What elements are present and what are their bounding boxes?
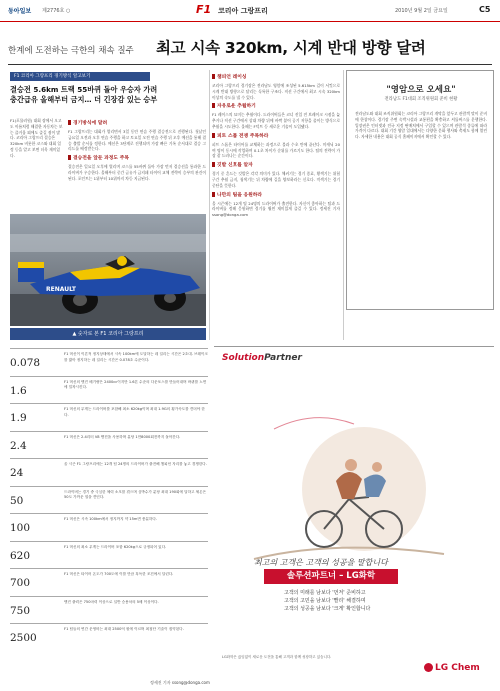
ad-fine-print: LG화학은 끊임없이 새로운 도전을 통해 고객과 함께 성장하고 있습니다.	[222, 655, 332, 659]
photo-caption: ▲ 숫자로 본 F1 코리아 그랑프리	[10, 328, 206, 340]
list-item	[10, 513, 208, 541]
section-title: 피트 스톱 전쟁 주목하라	[212, 133, 340, 140]
section-body: 결승전은 일요일 오후에 열리며 코스를 55바퀴 돌아 가장 먼저 결승선을 통과한 드라이버가 우승한다. 올해부터 중간 급유가 금지돼 타이어 교체 전략이 승부의 관건이 된다. 포인트는 1위부터 10위까지 차등 지급된다.	[68, 164, 206, 181]
list-text: 드라이버는 경기 중 극심한 체력 소모를 겪으며 심박수가 분당 최대 190회에 달하고 체온은 50도 가까운 열을 견딘다.	[64, 489, 207, 499]
list-number: 700	[10, 577, 31, 589]
list-item	[10, 348, 208, 376]
section-body: 경기 중 흔드는 깃발은 각각 의미가 있다. 체커기는 경기 종료, 황색기는 위험 구간 추월 금지, 청색기는 뒤 차량에 길을 양보하라는 신호다. 적색기는 경기 중단을 뜻한다.	[212, 171, 340, 188]
list-number: 100	[10, 522, 31, 534]
section-body: F1 그랑프리는 대회가 열리면서 3일 동안 연습 주행 결승전으로 진행된다. 첫날인 금요일 오전과 오후 연습 주행을 하고 토요일 오전 연습 주행 뒤 오후 예선을 통해 결승 출발 순서를 정한다. 예선은 3단계로 진행되며 가장 빠른 기록 순서대로 결승 그리드를 배정받는다.	[68, 129, 206, 152]
section-body: 올 시즌에는 12개 팀 24명의 드라이버가 출전한다. 자신이 좋아하는 팀과 드라이버를 정해 응원하면 경기를 훨씬 재미있게 즐길 수 있다. 정세진 기자 ssong@donga.com	[212, 200, 340, 218]
list-item	[10, 596, 208, 624]
ad-lines	[284, 589, 404, 613]
list-item	[10, 431, 208, 459]
article-label: F1 코리아 그랑프리 경기방식 알고보기	[10, 72, 150, 81]
list-text: F1 팀들의 연간 운영비는 최대 2500억 원에 이르며 최첨단 기술이 집약된다.	[64, 627, 184, 631]
paper-name: 동아일보	[8, 8, 32, 15]
list-item	[10, 623, 208, 651]
section-body: 코리아 그랑프리 경기장은 전라남도 영암에 조성된 5.615km 길이 서킷으로 시계 반대 방향으로 달리는 독특한 구조다. 직선 구간에서 최고 시속 320km 이상의 속도를 낼 수 있다.	[212, 83, 340, 100]
list-text: F1 머신이 이론적 정지상태에서 시속 100km에 도달하는 데 걸리는 시간은 2초대. 브레이크를 밟아 정지하는 데 걸리는 시간은 0.078초 수준이다.	[64, 352, 208, 362]
list-number: 1.6	[10, 384, 27, 397]
ad-line: 고객의 미래를 남보다 '먼저' 준비하고	[284, 590, 366, 596]
list-text: F1 머신은 2.4리터 V8 엔진을 사용하며 분당 1만8000회전까지 돌아간다.	[64, 434, 181, 439]
section-title: 깃발 신호를 알자	[212, 162, 340, 169]
section-body: 피트 스톱은 타이어를 교체하는 과정으로 불과 수초 만에 끝난다. 미캐닉 20여 명이 동시에 작업하며 0.1초 차이가 순위를 가르기도 한다. 팀의 전략이 가장 잘 드러나는 순간이다.	[212, 141, 340, 159]
article-intro: F1(포뮬러원) 대회 장에서 오고도 이름처럼 해결한 자동차는 보는 즐거움 외에도 즐길 점이 많다. 코리아 그랑프리 결승은 320km 비롯한 코스와 대회 일정 등을 알고 보면 더욱 재미있다.	[10, 118, 63, 158]
list-item	[10, 568, 208, 596]
section-title: 자유로운 추월하기	[212, 103, 340, 110]
list-number: 50	[10, 494, 24, 507]
section-title: 나만의 팀을 응원하라	[212, 192, 340, 199]
list-text: F1 머신의 무게는 드라이버를 포함해 최소 620kg이며 최대 1.9G의 횡가속도를 견뎌야 한다.	[64, 407, 205, 417]
list-number: 24	[10, 467, 24, 479]
f1-car-illustration	[10, 214, 206, 326]
list-number: 2500	[10, 632, 37, 644]
list-number: 1.9	[10, 412, 27, 424]
list-item	[10, 458, 208, 486]
issue-date: 2010년 9월 2일 금요일	[395, 8, 448, 14]
issue-number: 제2776호 ○	[42, 8, 71, 14]
byline: 정세진 기자 ssong@donga.com	[150, 680, 210, 685]
sidebar-title: "영암으로 오세요"	[386, 85, 456, 95]
sidebar-subtitle: 전라남도 F1대회 조직위원회 준비 현황	[384, 97, 458, 102]
list-text: F1 머신은 시속 100km에서 정지까지 약 15m면 충분하다.	[64, 517, 158, 521]
page-header	[0, 0, 500, 22]
article-subhead: 결승전 5.6km 트랙 55바퀴 돌아 우승자 가려 충간급유 올해부터 금지… 더 긴장감 있는 승부	[10, 85, 158, 104]
ad-line: 고객의 성공을 남보다 '크게' 확인합니다	[284, 606, 371, 612]
sidebar-box	[346, 70, 494, 310]
lg-logo-icon	[424, 663, 433, 672]
svg-text:RENAULT: RENAULT	[46, 286, 76, 293]
lg-chem-logo: LG Chem	[424, 663, 480, 673]
f1-car-photo	[10, 214, 206, 326]
lg-chem-advertisement	[214, 346, 494, 682]
headline	[8, 36, 426, 62]
list-number: 750	[10, 604, 31, 617]
headline-main: 최고 시속 320km, 시계 반대 방향 달려	[156, 39, 426, 57]
section-title: 경기방식에 달려	[68, 120, 206, 127]
headline-kicker: 한계에 도전하는 극한의 채속 질주	[8, 46, 134, 56]
column-divider	[209, 70, 210, 340]
page-number: C5	[479, 5, 491, 14]
headline-rule	[8, 64, 492, 65]
list-text: F1 머신의 최소 무게는 드라이버 포함 620kg으로 규정되어 있다.	[64, 544, 167, 549]
ad-product-box: 솔루션파트너 – LG화학	[264, 569, 398, 584]
list-number: 0.078	[10, 357, 41, 369]
section-title: 코리아 그랑프리	[218, 7, 268, 15]
ad-illustration	[214, 369, 494, 589]
section-title: 결승전을 앞둔 과정도 주목	[68, 155, 206, 162]
ad-brand: SolutionPartner	[222, 353, 302, 363]
section-title: 챔피언 레이싱	[212, 74, 340, 81]
list-text: 올 시즌 F1 그랑프리에는 12개 팀 24명의 드라이버가 출전해 챔피언 자리를 놓고 경쟁한다.	[64, 462, 207, 466]
column-divider	[343, 70, 344, 340]
list-item	[10, 541, 208, 569]
list-text: 엔진 출력은 750마력 이상으로 일반 승용차의 5배 이상이다.	[64, 599, 159, 604]
section-body: F1 레이스의 묘미는 추월이다. 드라이버들은 코너 진입 전 브레이크 시점을 늦추거나 직선 구간에서 상대 차량 뒤에 바짝 붙어 공기 저항을 줄이는 방식으로 추월을 시도한다. 올해는 F덕트 등 새로운 기술이 도입됐다.	[212, 112, 340, 129]
sidebar-body: 전라남도와 대회 조직위원회는 코리아 그랑프리 개막을 앞두고 관람객 맞이 준비에 한창이다. 경기장 주변 숙박시설과 교통편을 확충하고 셔틀버스를 운행한다. 입장권은 인터넷과 전국 지정 판매처에서 구입할 수 있으며 관람석 종류에 따라 가격이 다르다. 대회 기간 영암 일대에서는 다양한 문화 행사와 축제도 함께 열린다. 자세한 내용은 대회 공식 홈페이지에서 확인할 수 있다.	[355, 111, 487, 140]
ad-line: 고객의 고민을 남보다 '빨리' 해결하며	[284, 598, 366, 604]
list-item	[10, 486, 208, 514]
ad-tagline: 최고의 고객은 고객의 성공을 말합니다	[254, 558, 388, 567]
list-item	[10, 376, 208, 404]
numbers-list	[10, 348, 208, 651]
list-item	[10, 403, 208, 431]
list-number: 620	[10, 549, 31, 562]
list-number: 2.4	[10, 439, 27, 452]
section-letter: F1	[196, 3, 212, 16]
list-text: F1 머신은 타이어 온도가 700도에 이를 만큼 혹독한 조건에서 달린다.	[64, 572, 174, 576]
list-text: F1 머신의 엔진 배기량은 2400cc이지만 1.6톤 수준의 다운포스를 만들어내며 바퀴를 노면에 밀착시킨다.	[64, 379, 207, 389]
